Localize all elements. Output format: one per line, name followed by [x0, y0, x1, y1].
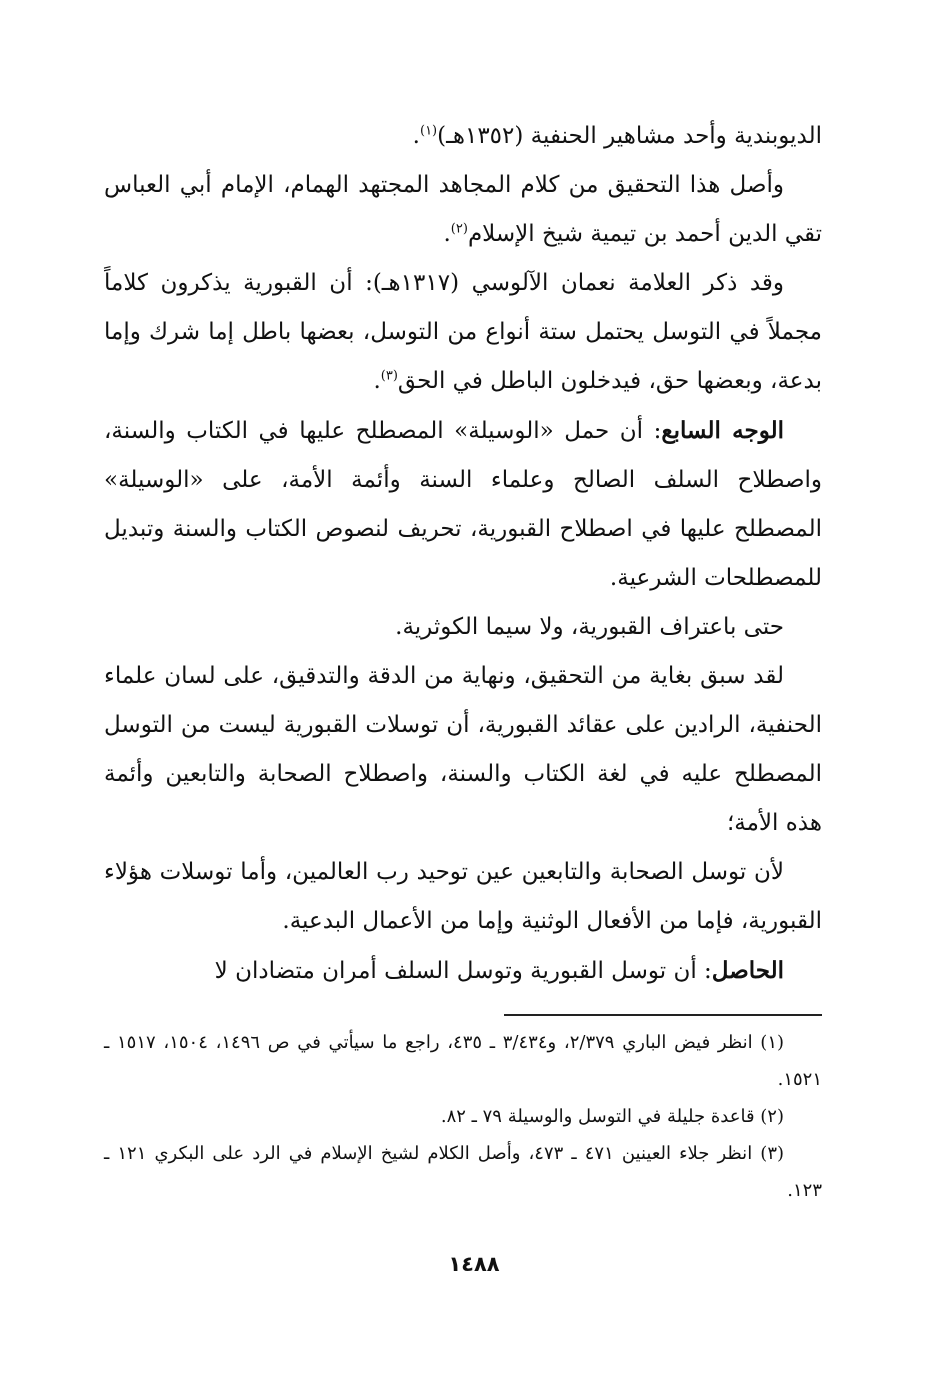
main-text: [104, 112, 822, 996]
section-heading-seventh: الوجه السابع: [661, 417, 784, 444]
paragraph-1-end: .: [412, 123, 420, 149]
footnote-separator: [504, 1014, 822, 1016]
footnote-ref-2: (٢): [450, 221, 468, 237]
footnote-3: (٣) انظر جلاء العينين ٤٧١ ـ ٤٧٣، وأصل الكلام لشيخ الإسلام في الرد على البكري ١٢١ ـ ١٢٣.: [104, 1143, 822, 1201]
paragraph-3: [104, 259, 822, 406]
section-heading-conclusion: الحاصل: [711, 957, 784, 984]
paragraph-3-end: .: [373, 368, 381, 394]
paragraph-2-end: .: [443, 221, 451, 247]
paragraph-4: [104, 406, 822, 603]
paragraph-1-text: الديوبندية وأحد مشاهير الحنفية (١٣٥٢هـ): [437, 123, 822, 149]
paragraph-4-text: : أن حمل «الوسيلة» المصطلح عليها في الكتاب والسنة، واصطلاح السلف الصالح وعلماء السنة وأئمة الأمة، على «الوسيلة» المصطلح عليها في اصطلاح القبورية، تحريف لنصوص الكتاب والسنة وتبديل للمصطلحات الشرعية.: [104, 418, 822, 591]
paragraph-5-text: حتى باعتراف القبورية، ولا سيما الكوثرية.: [395, 614, 784, 640]
footnotes: [104, 1024, 822, 1209]
paragraph-5: [104, 603, 822, 652]
footnote-1: (١) انظر فيض الباري ٢/٣٧٩، و٣/٤٣٤ ـ ٤٣٥، راجع ما سيأتي في ص ١٤٩٦، ١٥٠٤، ١٥١٧ ـ ١٥٢١.: [104, 1032, 822, 1090]
footnote-ref-1: (١): [419, 123, 438, 139]
footnote-2: (٢) قاعدة جليلة في التوسل والوسيلة ٧٩ ـ ٨٢.: [440, 1106, 784, 1127]
paragraph-8-text: : أن توسل القبورية وتوسل السلف أمران متضادان لا: [214, 958, 712, 984]
paragraph-7: [104, 848, 822, 946]
paragraph-3-text: وقد ذكر العلامة نعمان الآلوسي (١٣١٧هـ): أن القبورية يذكرون كلاماً مجملاً في التوسل يحتمل ستة أنواع من التوسل، بعضها باطل إما شرك وإما بدعة، وبعضها حق، فيدخلون الباطل في الحق: [104, 270, 822, 394]
paragraph-8: [104, 946, 822, 996]
paragraph-6: [104, 652, 822, 848]
paragraph-7-text: لأن توسل الصحابة والتابعين عين توحيد رب العالمين، وأما توسلات هؤلاء القبورية، فإما من الأفعال الوثنية وإما من الأعمال البدعية.: [104, 859, 822, 934]
paragraph-2: [104, 161, 822, 259]
page-body: [104, 112, 822, 996]
page-number: ١٤٨٨: [448, 1252, 500, 1276]
paragraph-2-text: وأصل هذا التحقيق من كلام المجاهد المجتهد الهمام، الإمام أبي العباس تقي الدين أحمد بن تيمية شيخ الإسلام: [104, 172, 822, 247]
footnote-ref-3: (٣): [380, 368, 398, 384]
paragraph-6-text: لقد سبق بغاية من التحقيق، ونهاية من الدقة والتدقيق، على لسان علماء الحنفية، الرادين على عقائد القبورية، أن توسلات القبورية ليست من التوسل المصطلح عليه في لغة الكتاب والسنة، واصطلاح الصحابة والتابعين وأئمة هذه الأمة؛: [104, 663, 822, 836]
paragraph-1: [104, 112, 822, 161]
